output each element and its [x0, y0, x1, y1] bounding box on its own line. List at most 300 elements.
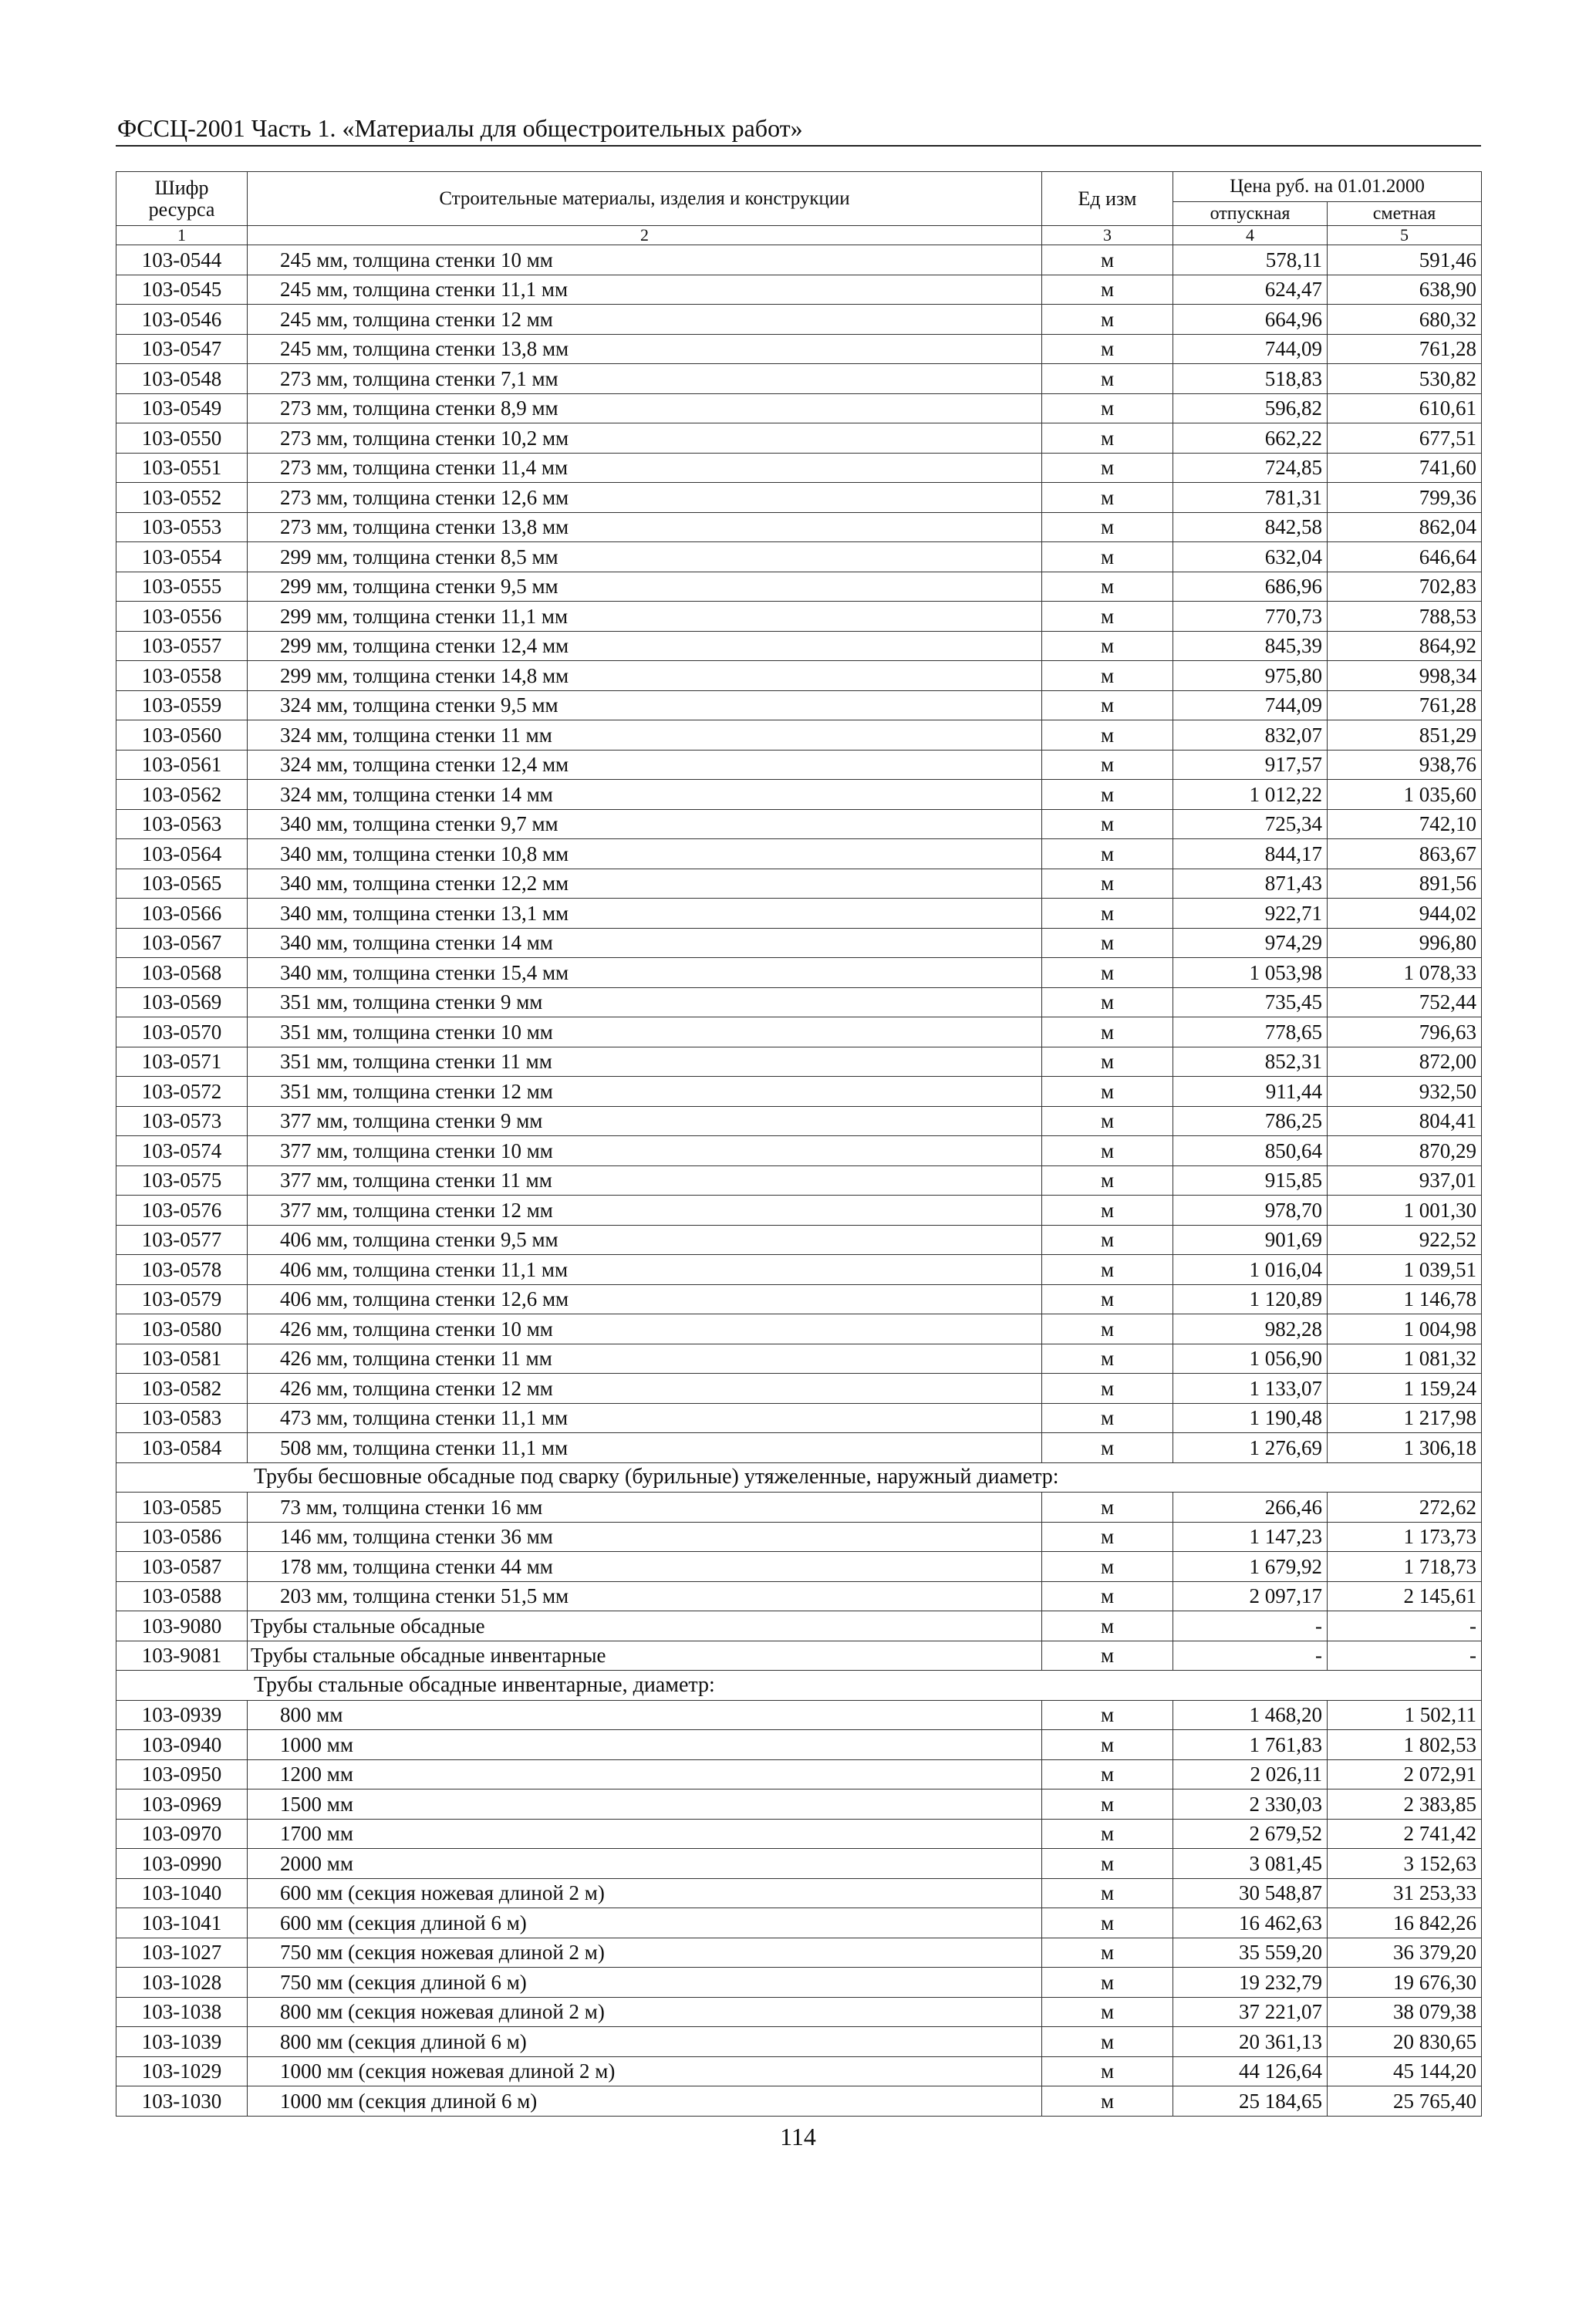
price-estimate: 610,61 [1328, 393, 1482, 423]
resource-code: 103-0544 [116, 245, 248, 275]
resource-code: 103-0548 [116, 364, 248, 394]
price-release: 850,64 [1173, 1136, 1328, 1166]
resource-code: 103-0571 [116, 1047, 248, 1077]
price-estimate: 922,52 [1328, 1225, 1482, 1255]
price-estimate: 864,92 [1328, 631, 1482, 661]
header-price-release: отпускная [1173, 202, 1328, 226]
price-estimate: 944,02 [1328, 899, 1482, 929]
price-release: 725,34 [1173, 809, 1328, 839]
table-row [116, 572, 1482, 602]
material-name: 146 мм, толщина стенки 36 мм [248, 1522, 1042, 1552]
page-header-title: ФССЦ-2001 Часть 1. «Материалы для общестроительных работ» [117, 114, 803, 142]
price-estimate: 932,50 [1328, 1077, 1482, 1107]
resource-code: 103-0575 [116, 1165, 248, 1196]
page-number: 114 [780, 2123, 816, 2150]
header-price-estimate: сметная [1328, 202, 1482, 226]
material-name: 800 мм (секция длиной 6 м) [248, 2027, 1042, 2057]
unit: м [1042, 1165, 1173, 1196]
resource-code: 103-1041 [116, 1908, 248, 1938]
price-estimate: 851,29 [1328, 720, 1482, 751]
price-release: 19 232,79 [1173, 1968, 1328, 1998]
resource-code: 103-0580 [116, 1314, 248, 1344]
resource-code: 103-0556 [116, 602, 248, 632]
resource-code: 103-0579 [116, 1284, 248, 1314]
material-name: 377 мм, толщина стенки 12 мм [248, 1196, 1042, 1226]
table-row [116, 1136, 1482, 1166]
resource-code: 103-0546 [116, 305, 248, 335]
table-row [116, 780, 1482, 810]
table-row [116, 1284, 1482, 1314]
table-row [116, 275, 1482, 305]
resource-code: 103-0574 [116, 1136, 248, 1166]
table-row [116, 809, 1482, 839]
price-release: - [1173, 1611, 1328, 1641]
price-release: 852,31 [1173, 1047, 1328, 1077]
price-release: 1 679,92 [1173, 1552, 1328, 1582]
section-title: Трубы бесшовные обсадные под сварку (бурильные) утяжеленные, наружный диаметр: [116, 1462, 1482, 1493]
price-estimate: 1 035,60 [1328, 780, 1482, 810]
price-estimate: 31 253,33 [1328, 1878, 1482, 1908]
resource-code: 103-0568 [116, 958, 248, 988]
price-estimate: 591,46 [1328, 245, 1482, 275]
resource-code: 103-0554 [116, 542, 248, 572]
price-estimate: 1 217,98 [1328, 1403, 1482, 1433]
material-name: 377 мм, толщина стенки 10 мм [248, 1136, 1042, 1166]
price-estimate: 1 306,18 [1328, 1433, 1482, 1463]
resource-code: 103-1038 [116, 1997, 248, 2027]
unit: м [1042, 2027, 1173, 2057]
table-header-row [116, 172, 1482, 202]
price-estimate: 761,28 [1328, 334, 1482, 364]
table-row [116, 1403, 1482, 1433]
table-row [116, 631, 1482, 661]
unit: м [1042, 958, 1173, 988]
resource-code: 103-0587 [116, 1552, 248, 1582]
unit: м [1042, 1789, 1173, 1820]
unit: м [1042, 1641, 1173, 1671]
resource-code: 103-0545 [116, 275, 248, 305]
resource-code: 103-0563 [116, 809, 248, 839]
price-release: 911,44 [1173, 1077, 1328, 1107]
price-estimate: 1 159,24 [1328, 1374, 1482, 1404]
price-release: 786,25 [1173, 1106, 1328, 1136]
resource-code: 103-0561 [116, 750, 248, 780]
material-name: 1500 мм [248, 1789, 1042, 1820]
material-name: 377 мм, толщина стенки 9 мм [248, 1106, 1042, 1136]
material-name: 2000 мм [248, 1849, 1042, 1879]
price-release: 982,28 [1173, 1314, 1328, 1344]
resource-code: 103-0567 [116, 928, 248, 958]
table-row [116, 1522, 1482, 1552]
price-table [116, 171, 1482, 2117]
price-estimate: 1 718,73 [1328, 1552, 1482, 1582]
header-code: Шифр ресурса [116, 172, 248, 226]
table-row [116, 483, 1482, 513]
material-name: 600 мм (секция ножевая длиной 2 м) [248, 1878, 1042, 1908]
price-release: 1 012,22 [1173, 780, 1328, 810]
resource-code: 103-0950 [116, 1759, 248, 1789]
resource-code: 103-0578 [116, 1255, 248, 1285]
table-row [116, 1017, 1482, 1047]
price-release: 1 468,20 [1173, 1700, 1328, 1730]
unit: м [1042, 750, 1173, 780]
table-row [116, 1581, 1482, 1611]
material-name: 245 мм, толщина стенки 10 мм [248, 245, 1042, 275]
unit: м [1042, 1344, 1173, 1374]
table-row [116, 720, 1482, 751]
price-release: 596,82 [1173, 393, 1328, 423]
unit: м [1042, 839, 1173, 869]
unit: м [1042, 572, 1173, 602]
unit: м [1042, 1017, 1173, 1047]
price-estimate: 1 001,30 [1328, 1196, 1482, 1226]
unit: м [1042, 334, 1173, 364]
material-name: 426 мм, толщина стенки 11 мм [248, 1344, 1042, 1374]
material-name: Трубы стальные обсадные инвентарные [248, 1641, 1042, 1671]
price-release: 1 147,23 [1173, 1522, 1328, 1552]
unit: м [1042, 1581, 1173, 1611]
price-release: 662,22 [1173, 423, 1328, 454]
price-estimate: 45 144,20 [1328, 2056, 1482, 2086]
material-name: 406 мм, толщина стенки 9,5 мм [248, 1225, 1042, 1255]
table-row [116, 958, 1482, 988]
table-row [116, 1938, 1482, 1968]
price-estimate: 20 830,65 [1328, 2027, 1482, 2057]
price-estimate: 646,64 [1328, 542, 1482, 572]
price-release: 724,85 [1173, 453, 1328, 483]
material-name: 273 мм, толщина стенки 8,9 мм [248, 393, 1042, 423]
resource-code: 103-0565 [116, 869, 248, 899]
table-row [116, 423, 1482, 454]
material-name: 351 мм, толщина стенки 9 мм [248, 987, 1042, 1017]
table-row [116, 750, 1482, 780]
table-row [116, 334, 1482, 364]
price-estimate: 804,41 [1328, 1106, 1482, 1136]
unit: м [1042, 1700, 1173, 1730]
unit: м [1042, 1047, 1173, 1077]
column-number: 5 [1328, 226, 1482, 245]
resource-code: 103-0553 [116, 512, 248, 542]
table-row [116, 1047, 1482, 1077]
header-name: Строительные материалы, изделия и конструкции [248, 172, 1042, 226]
resource-code: 103-0969 [116, 1789, 248, 1820]
price-estimate: 2 072,91 [1328, 1759, 1482, 1789]
table-row [116, 1700, 1482, 1730]
resource-code: 103-9080 [116, 1611, 248, 1641]
unit: м [1042, 542, 1173, 572]
material-name: 324 мм, толщина стенки 11 мм [248, 720, 1042, 751]
resource-code: 103-0549 [116, 393, 248, 423]
resource-code: 103-0573 [116, 1106, 248, 1136]
unit: м [1042, 1106, 1173, 1136]
price-estimate: - [1328, 1641, 1482, 1671]
resource-code: 103-0557 [116, 631, 248, 661]
resource-code: 103-1029 [116, 2056, 248, 2086]
material-name: 203 мм, толщина стенки 51,5 мм [248, 1581, 1042, 1611]
price-estimate: 862,04 [1328, 512, 1482, 542]
resource-code: 103-0569 [116, 987, 248, 1017]
material-name: 426 мм, толщина стенки 12 мм [248, 1374, 1042, 1404]
price-estimate: 937,01 [1328, 1165, 1482, 1196]
material-name: 324 мм, толщина стенки 12,4 мм [248, 750, 1042, 780]
section-title: Трубы стальные обсадные инвентарные, диаметр: [116, 1671, 1482, 1701]
section-title-row [116, 1462, 1482, 1493]
resource-code: 103-0577 [116, 1225, 248, 1255]
material-name: 1000 мм (секция длиной 6 м) [248, 2086, 1042, 2117]
material-name: 800 мм [248, 1700, 1042, 1730]
price-estimate: 702,83 [1328, 572, 1482, 602]
header-price-group: Цена руб. на 01.01.2000 [1173, 172, 1482, 202]
table-row [116, 393, 1482, 423]
table-row [116, 1552, 1482, 1582]
unit: м [1042, 1997, 1173, 2027]
unit: м [1042, 2086, 1173, 2117]
material-name: 406 мм, толщина стенки 12,6 мм [248, 1284, 1042, 1314]
table-row [116, 1374, 1482, 1404]
material-name: 299 мм, толщина стенки 12,4 мм [248, 631, 1042, 661]
resource-code: 103-0940 [116, 1730, 248, 1760]
price-estimate: 742,10 [1328, 809, 1482, 839]
table-row [116, 512, 1482, 542]
unit: м [1042, 1522, 1173, 1552]
price-estimate: 872,00 [1328, 1047, 1482, 1077]
price-estimate: 996,80 [1328, 928, 1482, 958]
unit: м [1042, 275, 1173, 305]
table-row [116, 245, 1482, 275]
price-release: 664,96 [1173, 305, 1328, 335]
material-name: 299 мм, толщина стенки 14,8 мм [248, 661, 1042, 691]
resource-code: 103-0551 [116, 453, 248, 483]
material-name: 73 мм, толщина стенки 16 мм [248, 1493, 1042, 1523]
resource-code: 103-0547 [116, 334, 248, 364]
unit: м [1042, 631, 1173, 661]
unit: м [1042, 1433, 1173, 1463]
price-estimate: 36 379,20 [1328, 1938, 1482, 1968]
unit: м [1042, 1908, 1173, 1938]
resource-code: 103-1040 [116, 1878, 248, 1908]
material-name: Трубы стальные обсадные [248, 1611, 1042, 1641]
material-name: 299 мм, толщина стенки 8,5 мм [248, 542, 1042, 572]
price-estimate: 2 741,42 [1328, 1819, 1482, 1849]
unit: м [1042, 1225, 1173, 1255]
unit: м [1042, 1849, 1173, 1879]
unit: м [1042, 1552, 1173, 1582]
table-row [116, 1225, 1482, 1255]
material-name: 1000 мм [248, 1730, 1042, 1760]
unit: м [1042, 1878, 1173, 1908]
price-release: 781,31 [1173, 483, 1328, 513]
material-name: 273 мм, толщина стенки 12,6 мм [248, 483, 1042, 513]
table-row [116, 2056, 1482, 2086]
material-name: 1200 мм [248, 1759, 1042, 1789]
unit: м [1042, 1403, 1173, 1433]
table-row [116, 1641, 1482, 1671]
unit: м [1042, 720, 1173, 751]
resource-code: 103-0550 [116, 423, 248, 454]
price-estimate: 1 146,78 [1328, 1284, 1482, 1314]
column-number: 2 [248, 226, 1042, 245]
price-release: 1 276,69 [1173, 1433, 1328, 1463]
price-estimate: 1 039,51 [1328, 1255, 1482, 1285]
header-rule [116, 145, 1481, 147]
table-row [116, 1730, 1482, 1760]
material-name: 245 мм, толщина стенки 13,8 мм [248, 334, 1042, 364]
material-name: 299 мм, толщина стенки 11,1 мм [248, 602, 1042, 632]
material-name: 1700 мм [248, 1819, 1042, 1849]
resource-code: 103-0558 [116, 661, 248, 691]
price-release: 922,71 [1173, 899, 1328, 929]
resource-code: 103-0970 [116, 1819, 248, 1849]
table-row [116, 1819, 1482, 1849]
resource-code: 103-1027 [116, 1938, 248, 1968]
price-release: 917,57 [1173, 750, 1328, 780]
table-row [116, 1165, 1482, 1196]
price-release: 1 133,07 [1173, 1374, 1328, 1404]
price-release: 624,47 [1173, 275, 1328, 305]
resource-code: 103-0586 [116, 1522, 248, 1552]
price-release: 744,09 [1173, 690, 1328, 720]
table-row [116, 305, 1482, 335]
resource-code: 103-0939 [116, 1700, 248, 1730]
price-estimate: 530,82 [1328, 364, 1482, 394]
unit: м [1042, 987, 1173, 1017]
unit: м [1042, 869, 1173, 899]
column-number: 4 [1173, 226, 1328, 245]
unit: м [1042, 453, 1173, 483]
table-row [116, 1789, 1482, 1820]
price-release: 778,65 [1173, 1017, 1328, 1047]
table-row [116, 899, 1482, 929]
resource-code: 103-0576 [116, 1196, 248, 1226]
unit: м [1042, 809, 1173, 839]
price-release: 578,11 [1173, 245, 1328, 275]
price-release: 37 221,07 [1173, 1997, 1328, 2027]
price-release: 871,43 [1173, 869, 1328, 899]
price-estimate: 2 145,61 [1328, 1581, 1482, 1611]
material-name: 299 мм, толщина стенки 9,5 мм [248, 572, 1042, 602]
resource-code: 103-0584 [116, 1433, 248, 1463]
material-name: 351 мм, толщина стенки 12 мм [248, 1077, 1042, 1107]
price-release: 44 126,64 [1173, 2056, 1328, 2086]
material-name: 245 мм, толщина стенки 12 мм [248, 305, 1042, 335]
price-release: 20 361,13 [1173, 2027, 1328, 2057]
table-row [116, 1344, 1482, 1374]
price-release: - [1173, 1641, 1328, 1671]
resource-code: 103-1030 [116, 2086, 248, 2117]
resource-code: 103-0566 [116, 899, 248, 929]
price-estimate: 799,36 [1328, 483, 1482, 513]
material-name: 324 мм, толщина стенки 9,5 мм [248, 690, 1042, 720]
unit: м [1042, 1819, 1173, 1849]
price-release: 16 462,63 [1173, 1908, 1328, 1938]
column-number-row [116, 226, 1482, 245]
unit: м [1042, 1730, 1173, 1760]
material-name: 800 мм (секция ножевая длиной 2 м) [248, 1997, 1042, 2027]
unit: м [1042, 423, 1173, 454]
material-name: 245 мм, толщина стенки 11,1 мм [248, 275, 1042, 305]
table-row [116, 1997, 1482, 2027]
resource-code: 103-1039 [116, 2027, 248, 2057]
price-release: 1 761,83 [1173, 1730, 1328, 1760]
price-release: 25 184,65 [1173, 2086, 1328, 2117]
price-release: 974,29 [1173, 928, 1328, 958]
price-release: 842,58 [1173, 512, 1328, 542]
price-release: 975,80 [1173, 661, 1328, 691]
header-unit: Ед изм [1042, 172, 1173, 226]
price-estimate: - [1328, 1611, 1482, 1641]
material-name: 324 мм, толщина стенки 14 мм [248, 780, 1042, 810]
unit: м [1042, 393, 1173, 423]
resource-code: 103-1028 [116, 1968, 248, 1998]
table-row [116, 987, 1482, 1017]
table-row [116, 1878, 1482, 1908]
unit: м [1042, 1611, 1173, 1641]
resource-code: 103-0555 [116, 572, 248, 602]
unit: м [1042, 1196, 1173, 1226]
column-number: 1 [116, 226, 248, 245]
price-release: 35 559,20 [1173, 1938, 1328, 1968]
table-row [116, 1433, 1482, 1463]
price-estimate: 1 081,32 [1328, 1344, 1482, 1374]
table-row [116, 1255, 1482, 1285]
resource-code: 103-0552 [116, 483, 248, 513]
price-estimate: 752,44 [1328, 987, 1482, 1017]
table-row [116, 1759, 1482, 1789]
table-row [116, 869, 1482, 899]
table-row [116, 661, 1482, 691]
resource-code: 103-0559 [116, 690, 248, 720]
table-row [116, 1106, 1482, 1136]
material-name: 426 мм, толщина стенки 10 мм [248, 1314, 1042, 1344]
material-name: 340 мм, толщина стенки 10,8 мм [248, 839, 1042, 869]
material-name: 351 мм, толщина стенки 10 мм [248, 1017, 1042, 1047]
price-estimate: 2 383,85 [1328, 1789, 1482, 1820]
price-release: 978,70 [1173, 1196, 1328, 1226]
resource-code: 103-0562 [116, 780, 248, 810]
price-estimate: 863,67 [1328, 839, 1482, 869]
unit: м [1042, 364, 1173, 394]
resource-code: 103-0581 [116, 1344, 248, 1374]
material-name: 508 мм, толщина стенки 11,1 мм [248, 1433, 1042, 1463]
price-release: 2 097,17 [1173, 1581, 1328, 1611]
price-estimate: 938,76 [1328, 750, 1482, 780]
price-release: 901,69 [1173, 1225, 1328, 1255]
material-name: 340 мм, толщина стенки 15,4 мм [248, 958, 1042, 988]
unit: м [1042, 512, 1173, 542]
material-name: 273 мм, толщина стенки 11,4 мм [248, 453, 1042, 483]
material-name: 600 мм (секция длиной 6 м) [248, 1908, 1042, 1938]
table-row [116, 542, 1482, 572]
material-name: 340 мм, толщина стенки 13,1 мм [248, 899, 1042, 929]
price-release: 2 330,03 [1173, 1789, 1328, 1820]
price-release: 1 120,89 [1173, 1284, 1328, 1314]
price-release: 1 190,48 [1173, 1403, 1328, 1433]
price-release: 518,83 [1173, 364, 1328, 394]
material-name: 377 мм, толщина стенки 11 мм [248, 1165, 1042, 1196]
price-estimate: 1 173,73 [1328, 1522, 1482, 1552]
price-estimate: 1 502,11 [1328, 1700, 1482, 1730]
price-release: 1 053,98 [1173, 958, 1328, 988]
unit: м [1042, 602, 1173, 632]
price-estimate: 3 152,63 [1328, 1849, 1482, 1879]
price-estimate: 25 765,40 [1328, 2086, 1482, 2117]
price-estimate: 1 004,98 [1328, 1314, 1482, 1344]
table-row [116, 1968, 1482, 1998]
resource-code: 103-0572 [116, 1077, 248, 1107]
unit: м [1042, 690, 1173, 720]
price-release: 2 679,52 [1173, 1819, 1328, 1849]
material-name: 273 мм, толщина стенки 13,8 мм [248, 512, 1042, 542]
